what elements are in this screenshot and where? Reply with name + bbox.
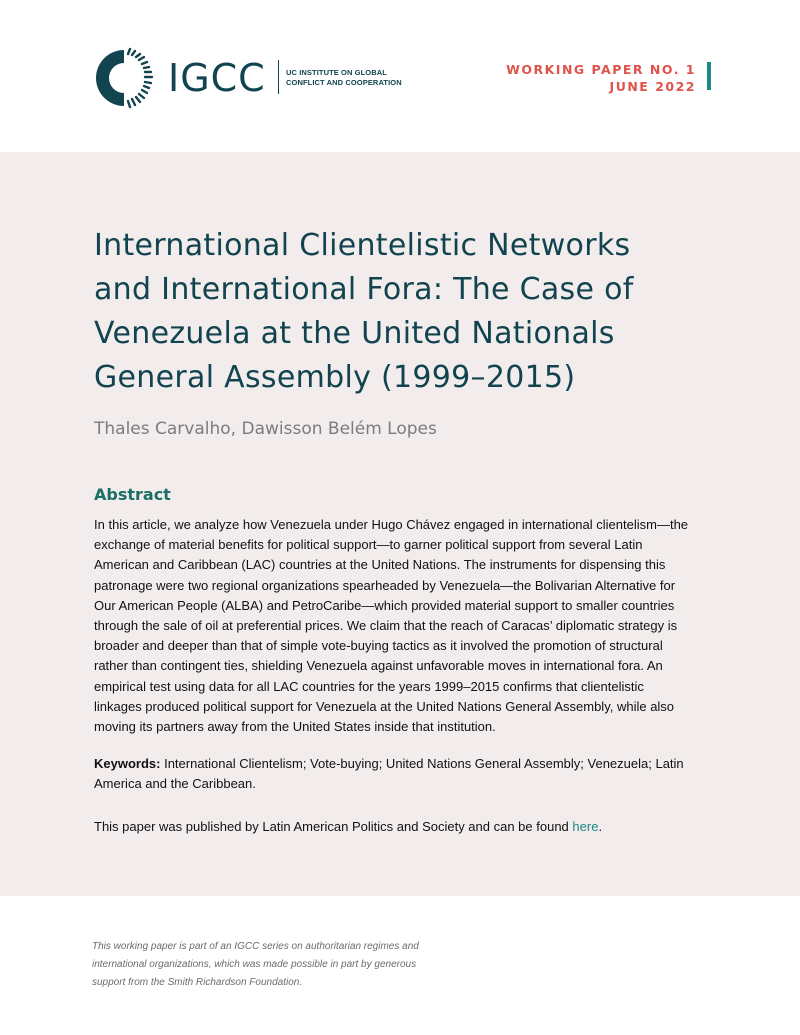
- publication-end: .: [598, 819, 603, 834]
- footer-line: support from the Smith Richardson Foundation.: [92, 977, 303, 988]
- footer-note: [92, 938, 472, 992]
- accent-bar: [707, 62, 711, 90]
- logo-wordmark: IGCC: [168, 56, 266, 100]
- abstract-line: patronage were two regional organizations spearheaded by Venezuela—the Bolivarian Alternative for: [94, 577, 676, 593]
- title-line: International Clientelistic Networks: [94, 228, 631, 263]
- keywords-line: America and the Caribbean.: [94, 776, 256, 791]
- keywords-label: Keywords:: [94, 756, 161, 771]
- title-line: Venezuela at the United Nationals: [94, 316, 615, 351]
- keywords-text: International Clientelism; Vote-buying; United Nations General Assembly; Venezuela; Latin: [160, 756, 684, 771]
- abstract-line: moving its partners away from the United States inside that institution.: [94, 719, 496, 735]
- page-title: [94, 224, 694, 400]
- keywords: [94, 754, 704, 794]
- abstract-line: In this article, we analyze how Venezuela under Hugo Chávez engaged in international clientelism—the: [94, 517, 689, 532]
- abstract-line: through the sale of oil at preferential prices. We claim that the reach of Caracas’ diplomatic strategy is: [94, 618, 678, 634]
- abstract-line: linkages produced political support for Venezuela at the United Nations General Assembly, while also: [94, 698, 675, 714]
- working-paper-label: [506, 61, 696, 95]
- abstract-line: American and Caribbean (LAC) countries at the United Nations. The instruments for dispensing this: [94, 557, 666, 573]
- title-line: and International Fora: The Case of: [94, 272, 634, 307]
- igcc-logo[interactable]: [92, 46, 422, 110]
- working-paper-number: WORKING PAPER NO. 1: [506, 62, 696, 77]
- abstract-body: [94, 515, 704, 737]
- logo-subtitle-line: UC INSTITUTE ON GLOBAL: [286, 68, 387, 77]
- keywords-line: [94, 754, 704, 774]
- abstract-line: rather than contingent ties, shielding Venezuela against unfavorable moves in international fora. An: [94, 658, 663, 674]
- abstract-line: broader and deeper than that of simple vote-buying tactics as it involved the promotion of structural: [94, 638, 663, 654]
- logo-subtitle-line: CONFLICT AND COOPERATION: [286, 78, 402, 87]
- abstract-heading: Abstract: [94, 485, 171, 504]
- publication-link[interactable]: here: [572, 819, 599, 834]
- title-line: General Assembly (1999–2015): [94, 360, 576, 395]
- publication-text: This paper was published by Latin American Politics and Society and can be found: [94, 819, 573, 834]
- footer-line: international organizations, which was made possible in part by generous: [92, 959, 417, 970]
- page-header: [0, 0, 800, 152]
- authors: Thales Carvalho, Dawisson Belém Lopes: [94, 419, 437, 439]
- footer-line: This working paper is part of an IGCC series on authoritarian regimes and: [92, 941, 419, 952]
- logo-divider: [278, 60, 279, 94]
- igcc-logo-mark-icon: [92, 46, 156, 110]
- publication-note: [94, 817, 704, 837]
- abstract-line: Our American People (ALBA) and PetroCaribe—which provided material support to smaller countries: [94, 597, 675, 613]
- working-paper-date: JUNE 2022: [609, 79, 696, 94]
- abstract-line: exchange of material benefits for political support—to garner political support from several Latin: [94, 537, 643, 553]
- logo-subtitle: [286, 68, 402, 88]
- abstract-line: empirical test using data for all LAC countries for the years 1999–2015 confirms that clientelistic: [94, 678, 644, 694]
